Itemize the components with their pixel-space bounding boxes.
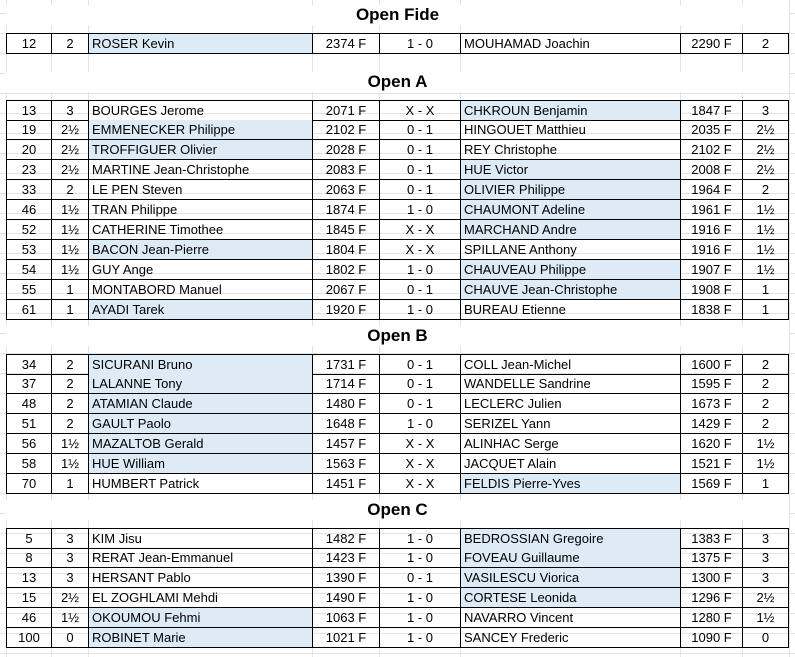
- player1-points-cell: 2: [51, 414, 88, 434]
- board-cell: 23: [6, 160, 51, 180]
- player2-rating-cell: 1569 F: [680, 474, 742, 494]
- player1-name-cell: GAULT Paolo: [88, 414, 312, 434]
- player1-name-cell: CATHERINE Timothee: [88, 220, 312, 240]
- player2-name-cell: SERIZEL Yann: [460, 414, 680, 434]
- table-row: [6, 394, 789, 414]
- player2-rating-cell: 1595 F: [680, 374, 742, 394]
- player1-rating-cell: 1451 F: [312, 474, 379, 494]
- player2-name-cell: CHAUMONT Adeline: [460, 200, 680, 220]
- player2-points-cell: 1½: [742, 260, 789, 280]
- table-row: [6, 628, 789, 648]
- player1-rating-cell: 1457 F: [312, 434, 379, 454]
- player1-points-cell: 1: [51, 300, 88, 320]
- player2-rating-cell: 1964 F: [680, 180, 742, 200]
- table-row: [6, 568, 789, 588]
- result-cell: X - X: [379, 240, 460, 260]
- result-cell: 1 - 0: [379, 200, 460, 220]
- board-cell: 12: [6, 33, 51, 54]
- player2-points-cell: 2: [742, 414, 789, 434]
- player2-name-cell: CHAUVE Jean-Christophe: [460, 280, 680, 300]
- board-cell: 53: [6, 240, 51, 260]
- player1-name-cell: ATAMIAN Claude: [88, 394, 312, 414]
- player1-name-cell: TROFFIGUER Olivier: [88, 140, 312, 160]
- player1-name-cell: HUMBERT Patrick: [88, 474, 312, 494]
- player1-points-cell: 3: [51, 100, 88, 121]
- table-row: [6, 474, 789, 494]
- player1-rating-cell: 2102 F: [312, 120, 379, 140]
- board-cell: 46: [6, 200, 51, 220]
- player1-rating-cell: 2063 F: [312, 180, 379, 200]
- board-cell: 8: [6, 548, 51, 568]
- player1-rating-cell: 1648 F: [312, 414, 379, 434]
- result-cell: 1 - 0: [379, 548, 460, 568]
- table-row: [6, 454, 789, 474]
- result-cell: 0 - 1: [379, 140, 460, 160]
- player2-points-cell: 2½: [742, 588, 789, 608]
- player2-name-cell: CHAUVEAU Philippe: [460, 260, 680, 280]
- player1-name-cell: ROSER Kevin: [88, 33, 312, 54]
- player2-rating-cell: 2008 F: [680, 160, 742, 180]
- player2-rating-cell: 1847 F: [680, 100, 742, 121]
- player2-name-cell: FOVEAU Guillaume: [460, 548, 680, 568]
- player1-points-cell: 1½: [51, 200, 88, 220]
- player1-rating-cell: 1490 F: [312, 588, 379, 608]
- player2-points-cell: 1½: [742, 608, 789, 628]
- gridline: [0, 653, 795, 654]
- player2-rating-cell: 1600 F: [680, 354, 742, 375]
- board-cell: 13: [6, 100, 51, 121]
- board-cell: 70: [6, 474, 51, 494]
- player1-points-cell: 2: [51, 33, 88, 54]
- player2-name-cell: BUREAU Etienne: [460, 300, 680, 320]
- player2-name-cell: FELDIS Pierre-Yves: [460, 474, 680, 494]
- board-cell: 51: [6, 414, 51, 434]
- player1-name-cell: MONTABORD Manuel: [88, 280, 312, 300]
- board-cell: 54: [6, 260, 51, 280]
- board-cell: 19: [6, 120, 51, 140]
- player2-rating-cell: 1375 F: [680, 548, 742, 568]
- result-cell: 0 - 1: [379, 354, 460, 375]
- player1-rating-cell: 1063 F: [312, 608, 379, 628]
- player1-points-cell: 1½: [51, 434, 88, 454]
- player2-points-cell: 2: [742, 354, 789, 375]
- player2-rating-cell: 1620 F: [680, 434, 742, 454]
- player1-points-cell: 3: [51, 568, 88, 588]
- table-row: [6, 608, 789, 628]
- player2-name-cell: CORTESE Leonida: [460, 588, 680, 608]
- table-row: [6, 414, 789, 434]
- player2-points-cell: 1: [742, 300, 789, 320]
- player2-name-cell: SPILLANE Anthony: [460, 240, 680, 260]
- player2-rating-cell: 2035 F: [680, 120, 742, 140]
- player1-name-cell: ROBINET Marie: [88, 628, 312, 648]
- player1-rating-cell: 1731 F: [312, 354, 379, 375]
- player2-rating-cell: 1838 F: [680, 300, 742, 320]
- result-cell: 1 - 0: [379, 608, 460, 628]
- player1-points-cell: 1: [51, 280, 88, 300]
- result-cell: 1 - 0: [379, 414, 460, 434]
- player2-name-cell: LECLERC Julien: [460, 394, 680, 414]
- player1-name-cell: KIM Jisu: [88, 528, 312, 549]
- player1-points-cell: 1½: [51, 260, 88, 280]
- player1-rating-cell: 2067 F: [312, 280, 379, 300]
- player1-name-cell: MAZALTOB Gerald: [88, 434, 312, 454]
- player2-rating-cell: 1916 F: [680, 220, 742, 240]
- player1-name-cell: LALANNE Tony: [88, 374, 312, 394]
- section-title: Open C: [6, 500, 789, 520]
- player1-name-cell: LE PEN Steven: [88, 180, 312, 200]
- player1-name-cell: MARTINE Jean-Christophe: [88, 160, 312, 180]
- player1-points-cell: 2: [51, 180, 88, 200]
- player2-points-cell: 1½: [742, 454, 789, 474]
- player1-name-cell: RERAT Jean-Emmanuel: [88, 548, 312, 568]
- player2-points-cell: 3: [742, 548, 789, 568]
- player2-rating-cell: 1090 F: [680, 628, 742, 648]
- player2-name-cell: OLIVIER Philippe: [460, 180, 680, 200]
- table-row: [6, 300, 789, 320]
- player2-points-cell: 1½: [742, 240, 789, 260]
- table-row: [6, 374, 789, 394]
- player1-points-cell: 2½: [51, 120, 88, 140]
- section-title: Open B: [6, 326, 789, 346]
- result-cell: 1 - 0: [379, 628, 460, 648]
- player1-points-cell: 2½: [51, 140, 88, 160]
- player1-rating-cell: 1845 F: [312, 220, 379, 240]
- player1-name-cell: HERSANT Pablo: [88, 568, 312, 588]
- table-row: [6, 180, 789, 200]
- player2-name-cell: VASILESCU Viorica: [460, 568, 680, 588]
- table-row: [6, 200, 789, 220]
- player1-name-cell: OKOUMOU Fehmi: [88, 608, 312, 628]
- table-row: [6, 100, 789, 120]
- board-cell: 34: [6, 354, 51, 375]
- table-row: [6, 120, 789, 140]
- player2-rating-cell: 1280 F: [680, 608, 742, 628]
- board-cell: 5: [6, 528, 51, 549]
- player1-rating-cell: 1021 F: [312, 628, 379, 648]
- result-cell: 1 - 0: [379, 260, 460, 280]
- player1-points-cell: 1½: [51, 240, 88, 260]
- table-row: [6, 220, 789, 240]
- result-cell: X - X: [379, 474, 460, 494]
- board-cell: 15: [6, 588, 51, 608]
- player1-name-cell: EL ZOGHLAMI Mehdi: [88, 588, 312, 608]
- player2-points-cell: 1½: [742, 220, 789, 240]
- board-cell: 48: [6, 394, 51, 414]
- player2-name-cell: MARCHAND Andre: [460, 220, 680, 240]
- player1-name-cell: BACON Jean-Pierre: [88, 240, 312, 260]
- board-cell: 52: [6, 220, 51, 240]
- player2-points-cell: 1: [742, 474, 789, 494]
- player1-name-cell: TRAN Philippe: [88, 200, 312, 220]
- player2-points-cell: 2: [742, 33, 789, 54]
- player2-points-cell: 1½: [742, 434, 789, 454]
- board-cell: 100: [6, 628, 51, 648]
- player2-name-cell: BEDROSSIAN Gregoire: [460, 528, 680, 549]
- board-cell: 20: [6, 140, 51, 160]
- player2-points-cell: 0: [742, 628, 789, 648]
- player2-name-cell: MOUHAMAD Joachin: [460, 33, 680, 54]
- player2-points-cell: 2: [742, 374, 789, 394]
- board-cell: 61: [6, 300, 51, 320]
- player2-points-cell: 2: [742, 394, 789, 414]
- player2-name-cell: ALINHAC Serge: [460, 434, 680, 454]
- player2-rating-cell: 1383 F: [680, 528, 742, 549]
- result-cell: X - X: [379, 454, 460, 474]
- player1-rating-cell: 1804 F: [312, 240, 379, 260]
- table-row: [6, 528, 789, 548]
- player2-points-cell: 2: [742, 180, 789, 200]
- gridline: [0, 93, 795, 94]
- board-cell: 46: [6, 608, 51, 628]
- board-cell: 33: [6, 180, 51, 200]
- section-title: Open A: [6, 72, 789, 92]
- player2-name-cell: CHKROUN Benjamin: [460, 100, 680, 121]
- table-row: [6, 548, 789, 568]
- player1-points-cell: 1½: [51, 608, 88, 628]
- table-row: [6, 588, 789, 608]
- player1-points-cell: 1½: [51, 220, 88, 240]
- player2-rating-cell: 1916 F: [680, 240, 742, 260]
- table-row: [6, 280, 789, 300]
- player1-rating-cell: 1482 F: [312, 528, 379, 549]
- player1-rating-cell: 2374 F: [312, 33, 379, 54]
- table-row: [6, 160, 789, 180]
- player2-name-cell: HUE Victor: [460, 160, 680, 180]
- player1-rating-cell: 2071 F: [312, 100, 379, 121]
- player1-name-cell: SICURANI Bruno: [88, 354, 312, 375]
- player2-name-cell: WANDELLE Sandrine: [460, 374, 680, 394]
- player1-name-cell: HUE William: [88, 454, 312, 474]
- player2-points-cell: 1: [742, 280, 789, 300]
- player1-points-cell: 0: [51, 628, 88, 648]
- player1-points-cell: 2½: [51, 160, 88, 180]
- table-row: [6, 240, 789, 260]
- player2-name-cell: NAVARRO Vincent: [460, 608, 680, 628]
- player2-points-cell: 3: [742, 100, 789, 121]
- player1-rating-cell: 1480 F: [312, 394, 379, 414]
- result-cell: X - X: [379, 100, 460, 121]
- result-cell: 0 - 1: [379, 394, 460, 414]
- result-cell: 0 - 1: [379, 280, 460, 300]
- player2-name-cell: HINGOUET Matthieu: [460, 120, 680, 140]
- result-cell: 0 - 1: [379, 568, 460, 588]
- player2-rating-cell: 1907 F: [680, 260, 742, 280]
- player1-points-cell: 2: [51, 394, 88, 414]
- result-cell: 0 - 1: [379, 180, 460, 200]
- player2-points-cell: 1½: [742, 200, 789, 220]
- result-cell: 0 - 1: [379, 160, 460, 180]
- player2-points-cell: 2½: [742, 120, 789, 140]
- player2-rating-cell: 1908 F: [680, 280, 742, 300]
- result-cell: 0 - 1: [379, 374, 460, 394]
- player2-rating-cell: 1673 F: [680, 394, 742, 414]
- board-cell: 58: [6, 454, 51, 474]
- player1-rating-cell: 2083 F: [312, 160, 379, 180]
- player2-rating-cell: 1429 F: [680, 414, 742, 434]
- player2-points-cell: 2½: [742, 140, 789, 160]
- player1-rating-cell: 1714 F: [312, 374, 379, 394]
- player1-rating-cell: 1802 F: [312, 260, 379, 280]
- section-title: Open Fide: [6, 5, 789, 25]
- result-cell: 1 - 0: [379, 33, 460, 54]
- table-row: [6, 140, 789, 160]
- board-cell: 56: [6, 434, 51, 454]
- player1-name-cell: AYADI Tarek: [88, 300, 312, 320]
- player1-points-cell: 3: [51, 548, 88, 568]
- result-cell: 1 - 0: [379, 528, 460, 549]
- result-cell: 1 - 0: [379, 300, 460, 320]
- player2-rating-cell: 1961 F: [680, 200, 742, 220]
- player2-points-cell: 3: [742, 528, 789, 549]
- player1-rating-cell: 1563 F: [312, 454, 379, 474]
- player2-name-cell: REY Christophe: [460, 140, 680, 160]
- player2-rating-cell: 2290 F: [680, 33, 742, 54]
- player1-points-cell: 1: [51, 474, 88, 494]
- gridline: [789, 0, 790, 657]
- table-row: [6, 354, 789, 374]
- table-row: [6, 434, 789, 454]
- table-row: [6, 33, 789, 53]
- player2-rating-cell: 2102 F: [680, 140, 742, 160]
- player1-rating-cell: 1423 F: [312, 548, 379, 568]
- player2-rating-cell: 1521 F: [680, 454, 742, 474]
- player1-points-cell: 2: [51, 354, 88, 375]
- player2-name-cell: SANCEY Frederic: [460, 628, 680, 648]
- player2-points-cell: 2½: [742, 160, 789, 180]
- result-cell: X - X: [379, 220, 460, 240]
- player1-name-cell: BOURGES Jerome: [88, 100, 312, 121]
- player1-name-cell: EMMENECKER Philippe: [88, 120, 312, 140]
- result-cell: 0 - 1: [379, 120, 460, 140]
- player2-rating-cell: 1296 F: [680, 588, 742, 608]
- player2-name-cell: JACQUET Alain: [460, 454, 680, 474]
- board-cell: 55: [6, 280, 51, 300]
- board-cell: 13: [6, 568, 51, 588]
- player1-name-cell: GUY Ange: [88, 260, 312, 280]
- player1-points-cell: 2: [51, 374, 88, 394]
- player2-points-cell: 3: [742, 568, 789, 588]
- player1-rating-cell: 1874 F: [312, 200, 379, 220]
- table-row: [6, 260, 789, 280]
- player2-rating-cell: 1300 F: [680, 568, 742, 588]
- board-cell: 37: [6, 374, 51, 394]
- player1-points-cell: 1½: [51, 454, 88, 474]
- result-cell: X - X: [379, 434, 460, 454]
- player1-rating-cell: 1390 F: [312, 568, 379, 588]
- player1-points-cell: 3: [51, 528, 88, 549]
- player2-name-cell: COLL Jean-Michel: [460, 354, 680, 375]
- player1-rating-cell: 1920 F: [312, 300, 379, 320]
- player1-rating-cell: 2028 F: [312, 140, 379, 160]
- result-cell: 1 - 0: [379, 588, 460, 608]
- player1-points-cell: 2½: [51, 588, 88, 608]
